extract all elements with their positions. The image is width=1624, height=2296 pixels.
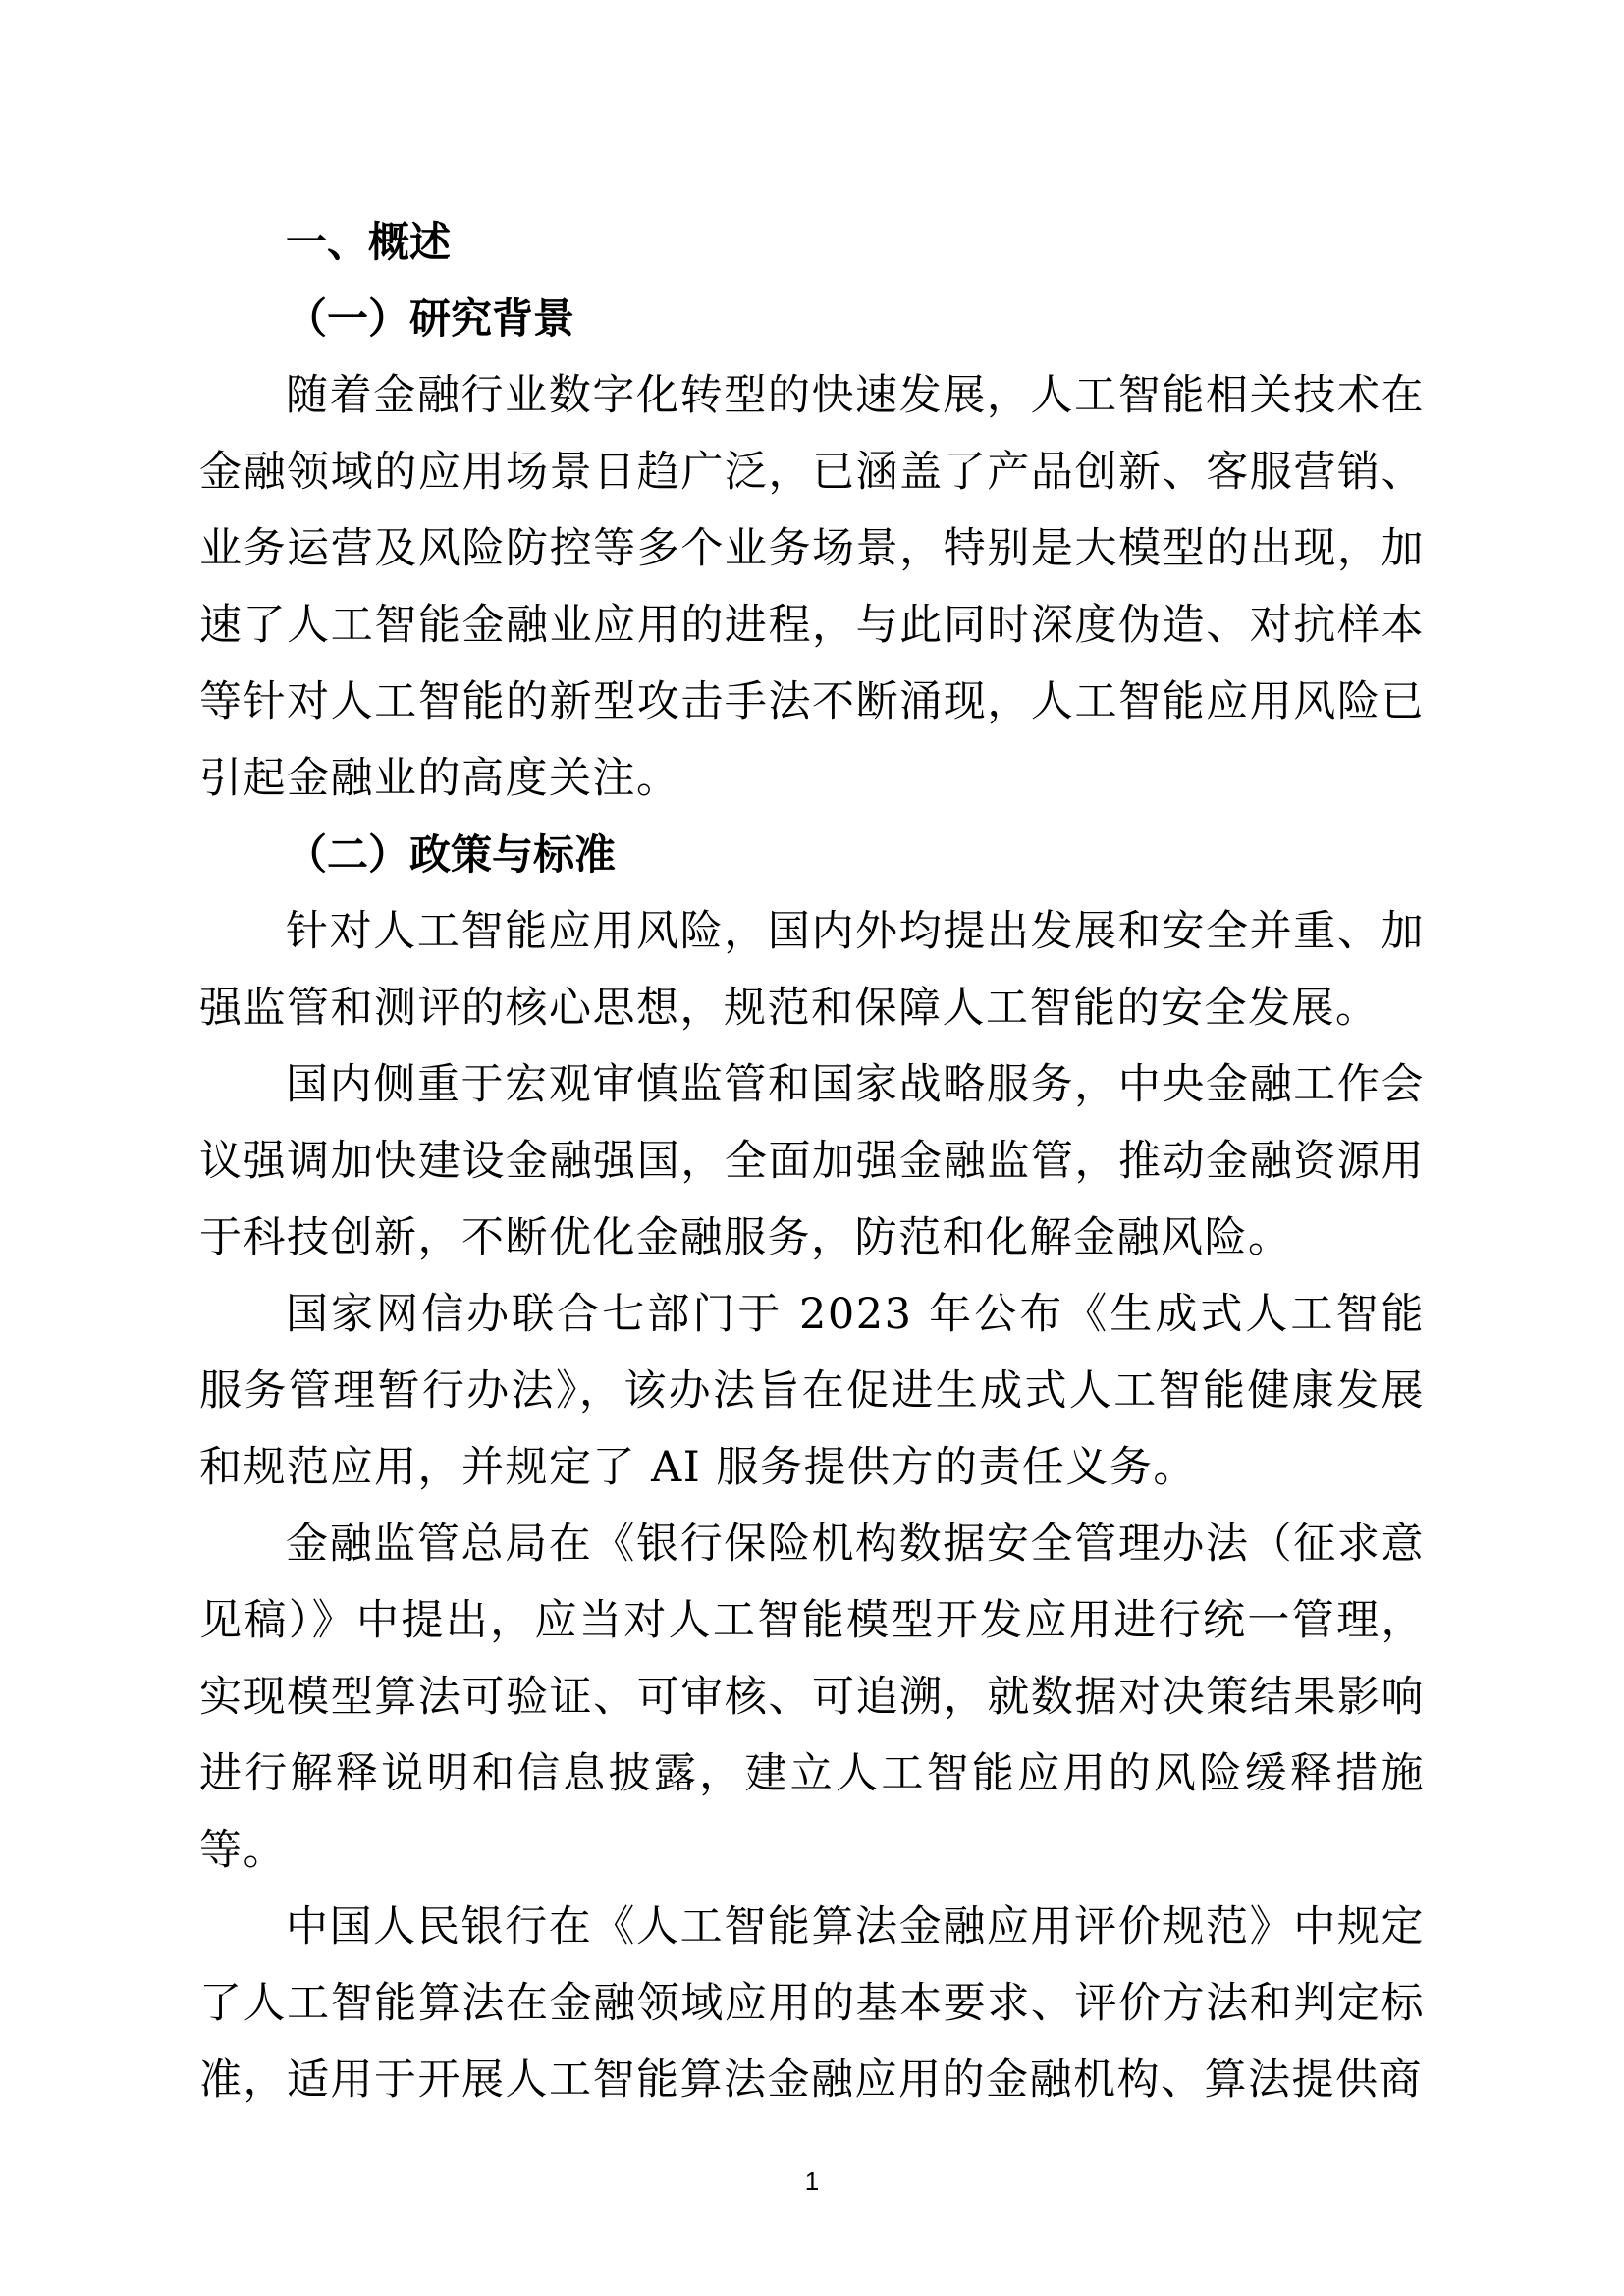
paragraph-nfra-data-security: 金融监管总局在《银行保险机构数据安全管理办法（征求意见稿）》中提出，应当对人工智能模型开发应用进行统一管理，实现模型算法可验证、可审核、可追溯，就数据对决策结果影响进行解释说明和信息披露，建立人工智能应用的风险缓释措施等。 <box>199 1520 1425 1875</box>
page-number: 1 <box>804 2166 820 2196</box>
section-title-overview: 一、概述 <box>286 218 452 266</box>
paragraph-cac-measures: 国家网信办联合七部门于 2023 年公布《生成式人工智能服务管理暂行办法》，该办法旨在促进生成式人工智能健康发展和规范应用，并规定了 AI 服务提供方的责任义务。 <box>199 1290 1425 1492</box>
paragraph-pboc-algorithm-spec: 中国人民银行在《人工智能算法金融应用评价规范》中规定了人工智能算法在金融领域应用的基本要求、评价方法和判定标准，适用于开展人工智能算法金融应用的金融机构、算法提供商 <box>199 1902 1425 2105</box>
paragraph-domestic-regulation: 国内侧重于宏观审慎监管和国家战略服务，中央金融工作会议强调加快建设金融强国，全面加强金融监管，推动金融资源用于科技创新，不断优化金融服务，防范和化解金融风险。 <box>199 1060 1425 1262</box>
paragraph-policy-overview: 针对人工智能应用风险，国内外均提出发展和安全并重、加强监管和测评的核心思想，规范和保障人工智能的安全发展。 <box>199 907 1425 1033</box>
document-body <box>199 204 1425 2118</box>
paragraph-research-background: 随着金融行业数字化转型的快速发展，人工智能相关技术在金融领域的应用场景日趋广泛，已涵盖了产品创新、客服营销、业务运营及风险防控等多个业务场景，特别是大模型的出现，加速了人工智能金融业应用的进程，与此同时深度伪造、对抗样本等针对人工智能的新型攻击手法不断涌现，人工智能应用风险已引起金融业的高度关注。 <box>199 371 1425 803</box>
subsection-title-policy-standards: （二）政策与标准 <box>286 830 617 879</box>
subsection-title-research-background: （一）研究背景 <box>286 294 575 343</box>
